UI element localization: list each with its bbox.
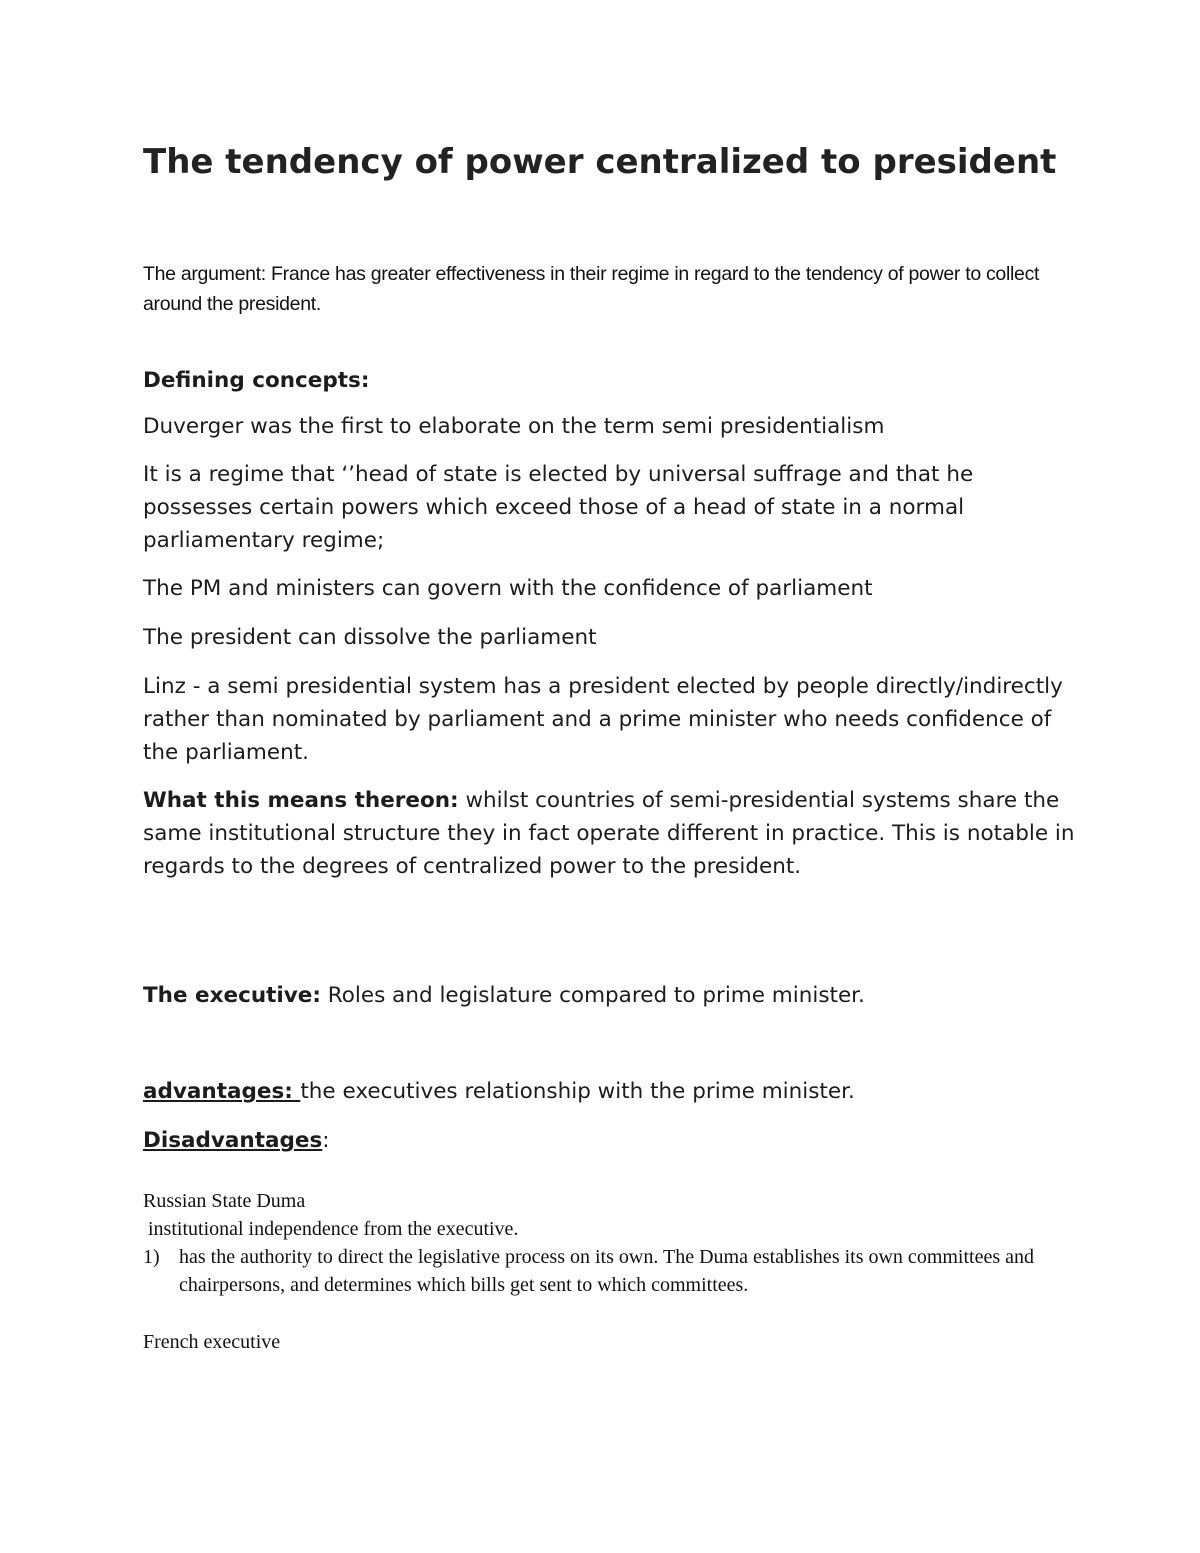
russian-duma-heading: Russian State Duma [143,1190,306,1212]
dissolve-paragraph: The president can dissolve the parliament [143,625,597,650]
document-title: The tendency of power centralized to president [143,142,1057,182]
list-item-number: 1) [143,1246,160,1268]
argument-paragraph: The argument: France has greater effectiveness in their regime in regard to the tendency of power to collect around the president. [143,263,1040,315]
defining-concepts-heading: Defining concepts: [143,368,370,393]
executive-text: Roles and legislature compared to prime minister. [320,983,865,1008]
institutional-independence-line: institutional independence from the executive. [143,1218,519,1240]
french-executive-heading: French executive [143,1331,281,1353]
duverger-paragraph: Duverger was the first to elaborate on the term semi presidentialism [143,414,885,439]
disadvantages-heading [143,1124,1083,1157]
pm-confidence-paragraph: The PM and ministers can govern with the confidence of parliament [143,576,873,601]
list-item-text: has the authority to direct the legislative process on its own. The Duma establishes its own committees and chairpersons, and determines which bills get sent to which committees. [179,1246,1035,1296]
disadvantages-label: Disadvantages [143,1128,323,1153]
list-item [143,1243,1083,1299]
advantages-label: advantages: [143,1079,301,1104]
what-this-means-text: whilst countries of semi-presidential systems share the same institutional structure they in fact operate different in practice. This is notable in regards to the degrees of centralized power to the president. [143,788,1075,879]
advantages-paragraph [143,1075,1083,1108]
linz-paragraph: Linz - a semi presidential system has a president elected by people directly/indirectly rather than nominated by parliament and a prime minister who needs confidence of the parliament. [143,674,1063,765]
regime-definition-paragraph: It is a regime that ‘’head of state is elected by universal suffrage and that he possesses certain powers which exceed those of a head of state in a normal parliamentary regime; [143,462,974,553]
advantages-text: the executives relationship with the prime minister. [300,1079,855,1104]
executive-label: The executive: [143,983,321,1008]
what-this-means-paragraph [143,784,1083,883]
executive-paragraph [143,979,1083,1012]
disadvantages-colon: : [322,1128,330,1153]
what-this-means-label: What this means thereon: [143,788,459,813]
